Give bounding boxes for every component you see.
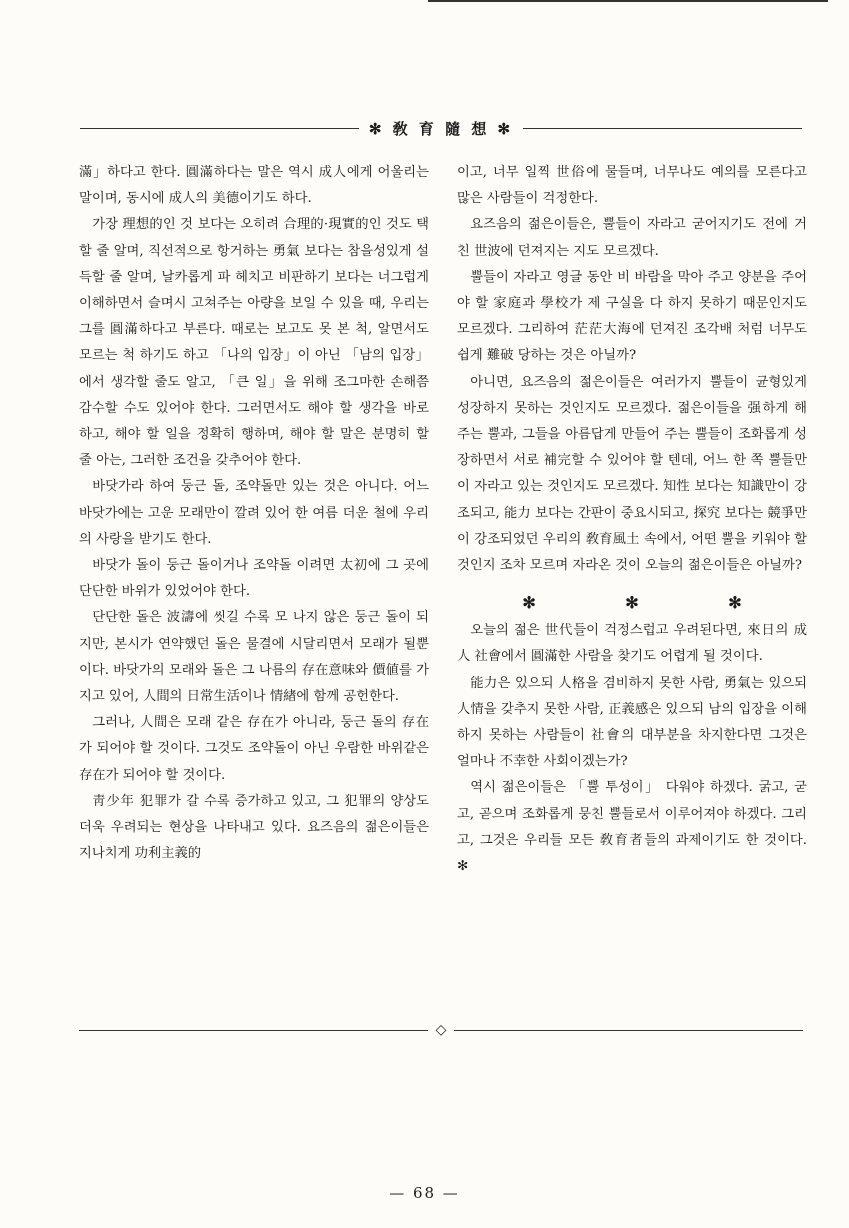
paragraph: 靑少年 犯罪가 갈 수록 증가하고 있고, 그 犯罪의 양상도 더욱 우려되는 현상을 나타내고 있다. 요즈음의 젊은이들은 지나치게 功利主義的 — [79, 793, 429, 862]
footer-rule-left — [79, 1030, 428, 1031]
top-border-line — [428, 0, 828, 2]
section-title: ✻ 敎 育 隨 想 ✻ — [368, 119, 514, 138]
paragraph: 그러나, 人間은 모래 같은 存在가 아니라, 둥근 돌의 存在가 되어야 할 것이다. 그것도 조약돌이 아닌 우람한 바위같은 存在가 되어야 할 것이다. — [79, 715, 429, 783]
section-header — [80, 117, 802, 139]
footer-rule-right — [454, 1030, 803, 1031]
paragraph: 아니면, 요즈음의 젊은이들은 여러가지 뿔들이 균형있게 성장하지 못하는 것인지도 모르겠다. 젊은이들을 强하게 해주는 뿔과, 그들을 아름답게 만들어 주는 뿔들이 조화롭게 성장하면서 서로 補完할 수 있어야 할 텐데, 어느 한 쪽 뿔들만이 자라고 있는 것인지도 모르겠다. 知性 보다는 知識만이 강조되고, 能力 보다는 간판이 중요시되고, 探究 보다는 競爭만이 강조되었던 우리의 敎育風土 속에서, 어떤 뿔을 키워야 할 것인지 조차 모르며 자라온 것이 오늘의 젊은이들은 아닐까? — [457, 374, 807, 574]
paragraph: 滿」하다고 한다. 圓滿하다는 말은 역시 成人에게 어울리는 말이며, 동시에 成人의 美德이기도 하다. — [79, 165, 429, 207]
paragraph: 이고, 너무 일찍 世俗에 물들며, 너무나도 예의를 모른다고 많은 사람들이 걱정한다. — [457, 165, 807, 207]
diamond-ornament-icon: ◇ — [435, 1022, 447, 1038]
header-rule-right — [523, 128, 802, 129]
paragraph: 가장 理想的인 것 보다는 오히려 合理的·現實的인 것도 택할 줄 알며, 직선적으로 항거하는 勇氣 보다는 참을성있게 설득할 줄 알며, 날카롭게 파 헤치고 비판하기 보다는 너그럽게 이해하면서 슬며시 고쳐주는 아량을 보일 수 있을 때, 우리는 그를 圓滿하다고 부른다. 때로는 보고도 못 본 척, 알면서도 모르는 척 하기도 하고 「나의 입장」이 아닌 「남의 입장」에서 생각할 줄도 알고, 「큰 일」을 위해 조그마한 손해쯤 감수할 수도 있어야 한다. 그러면서도 해야 할 생각을 바로 하고, 해야 할 일을 정확히 행하며, 해야 할 말은 분명히 할 줄 아는, 그러한 조건을 갖추어야 한다. — [79, 217, 429, 469]
paragraph: 역시 젊은이들은 「뿔 투성이」 다워야 하겠다. 굵고, 굳고, 곧으며 조화롭게 뭉친 뿔들로서 이루어져야 하겠다. 그리고, 그것은 우리들 모든 敎育者들의 과제이기도 한 것이다. ✻ — [457, 780, 807, 875]
paragraph: 뿔들이 자라고 영글 동안 비 바람을 막아 주고 양분을 주어야 할 家庭과 學校가 제 구실을 다 하지 못하기 때문인지도 모르겠다. 그리하여 茫茫大海에 던져진 조각배 처럼 너무도 쉽게 難破 당하는 것은 아닐까? — [457, 269, 807, 364]
header-rule-left — [80, 128, 359, 129]
paragraph: 能力은 있으되 人格을 겸비하지 못한 사람, 勇氣는 있으되 人情을 갖추지 못한 사람, 正義感은 있으되 남의 입장을 이해하지 못하는 사람들이 社會의 대부분을 차지한다면 그것은 얼마나 不幸한 사회이겠는가? — [457, 675, 807, 770]
paragraph: 요즈음의 젊은이들은, 뿔들이 자라고 굳어지기도 전에 거친 世波에 던져지는 지도 모르겠다. — [457, 217, 807, 259]
right-column — [457, 160, 807, 880]
paragraph: 바닷가 돌이 둥근 돌이거나 조약돌 이려면 太初에 그 곳에 단단한 바위가 있었어야 한다. — [79, 558, 429, 600]
left-column — [79, 160, 429, 867]
paragraph: 오늘의 젊은 世代들이 걱정스럽고 우려된다면, 來日의 成人 社會에서 圓滿한 사람을 찾기도 어렵게 될 것이다. — [457, 623, 807, 665]
footer-divider — [79, 1020, 803, 1040]
paragraph: 바닷가라 하여 둥근 돌, 조약돌만 있는 것은 아니다. 어느 바닷가에는 고운 모래만이 깔려 있어 한 여름 더운 철에 우리의 사랑을 받기도 한다. — [79, 479, 429, 547]
page-number: — 68 — — [389, 1184, 460, 1202]
section-separator: ✻ ✻ ✻ — [522, 593, 784, 613]
paragraph: 단단한 돌은 波濤에 씻길 수록 모 나지 않은 둥근 돌이 되지만, 본시가 연약했던 돌은 물결에 시달리면서 모래가 될뿐이다. 바닷가의 모래와 돌은 그 나름의 存在意味와 價値를 가지고 있어, 人間의 日常生活이나 情緖에 함께 공헌한다. — [79, 610, 429, 705]
